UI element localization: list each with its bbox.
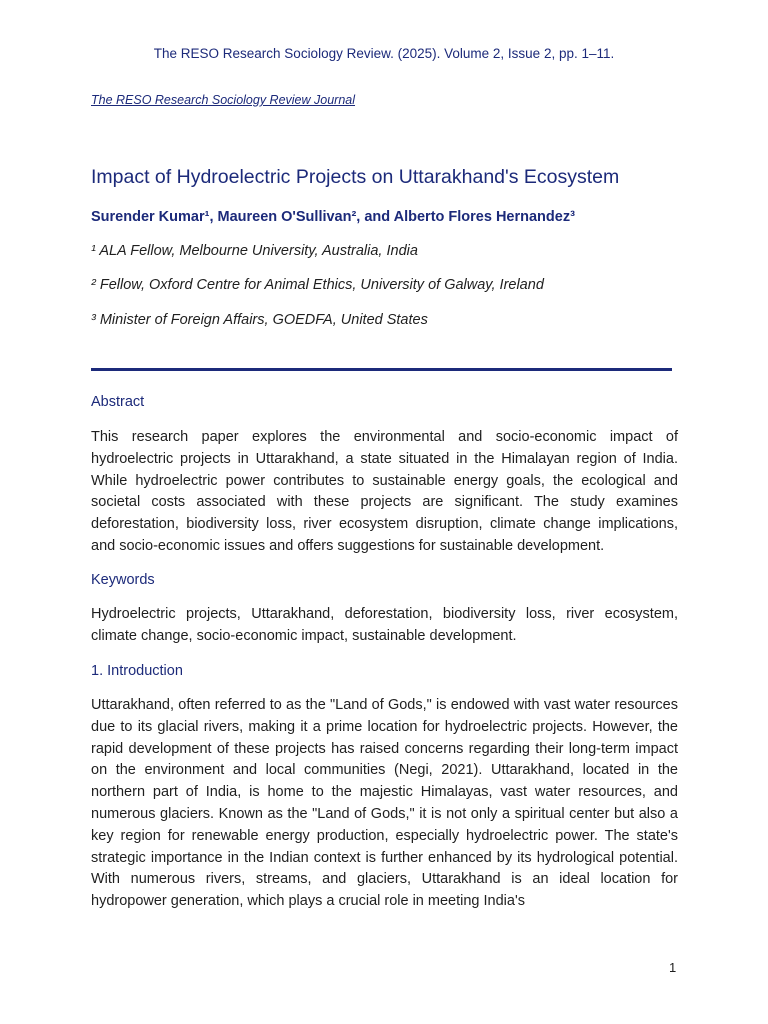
page-number: 1: [669, 960, 677, 975]
keywords-heading: Keywords: [91, 572, 155, 588]
introduction-text: Uttarakhand, often referred to as the "Land of Gods," is endowed with vast water resources due to its glacial rivers, making it a prime location for hydroelectric projects. However, the rapid development of these projects has raised concerns regarding their long-term impact on the environment and local communities (Negi, 2021). Uttarakhand, located in the northern part of India, is home to the majestic Himalayas, vast water resources, and numerous glaciers. Known as the "Land of Gods," it is not only a spiritual center but also a key region for renewable energy production, especially hydroelectric power. The state's strategic importance in the Indian context is further enhanced by its hydrological potential. With numerous rivers, streams, and glaciers, Uttarakhand is an ideal location for hydropower generation, which plays a crucial role in meeting India's: [91, 697, 678, 910]
affiliation-3: ³ Minister of Foreign Affairs, GOEDFA, United States: [91, 312, 428, 328]
affiliation-1: ¹ ALA Fellow, Melbourne University, Australia, India: [91, 243, 418, 259]
journal-citation-header: The RESO Research Sociology Review. (2025). Volume 2, Issue 2, pp. 1–11.: [153, 46, 615, 61]
affiliation-2: ² Fellow, Oxford Centre for Animal Ethics, University of Galway, Ireland: [91, 277, 544, 293]
keywords-text: Hydroelectric projects, Uttarakhand, deforestation, biodiversity loss, river ecosystem, climate change, socio-economic impact, sustainable development.: [91, 606, 678, 644]
introduction-heading: 1. Introduction: [91, 663, 183, 679]
abstract-heading: Abstract: [91, 394, 145, 410]
author-list: Surender Kumar¹, Maureen O'Sullivan², and Alberto Flores Hernandez³: [91, 209, 575, 225]
section-divider: [91, 368, 672, 371]
abstract-text: This research paper explores the environmental and socio-economic impact of hydroelectric projects in Uttarakhand, a state situated in the Himalayan region of India. While hydroelectric power contributes to sustainable energy goals, the ecological and societal costs associated with these projects are significant. The study examines deforestation, biodiversity loss, river ecosystem disruption, climate change implications, and socio-economic issues and offers suggestions for sustainable development.: [91, 429, 678, 554]
journal-link[interactable]: The RESO Research Sociology Review Journal: [91, 93, 356, 107]
paper-title: Impact of Hydroelectric Projects on Uttarakhand's Ecosystem: [91, 166, 620, 188]
